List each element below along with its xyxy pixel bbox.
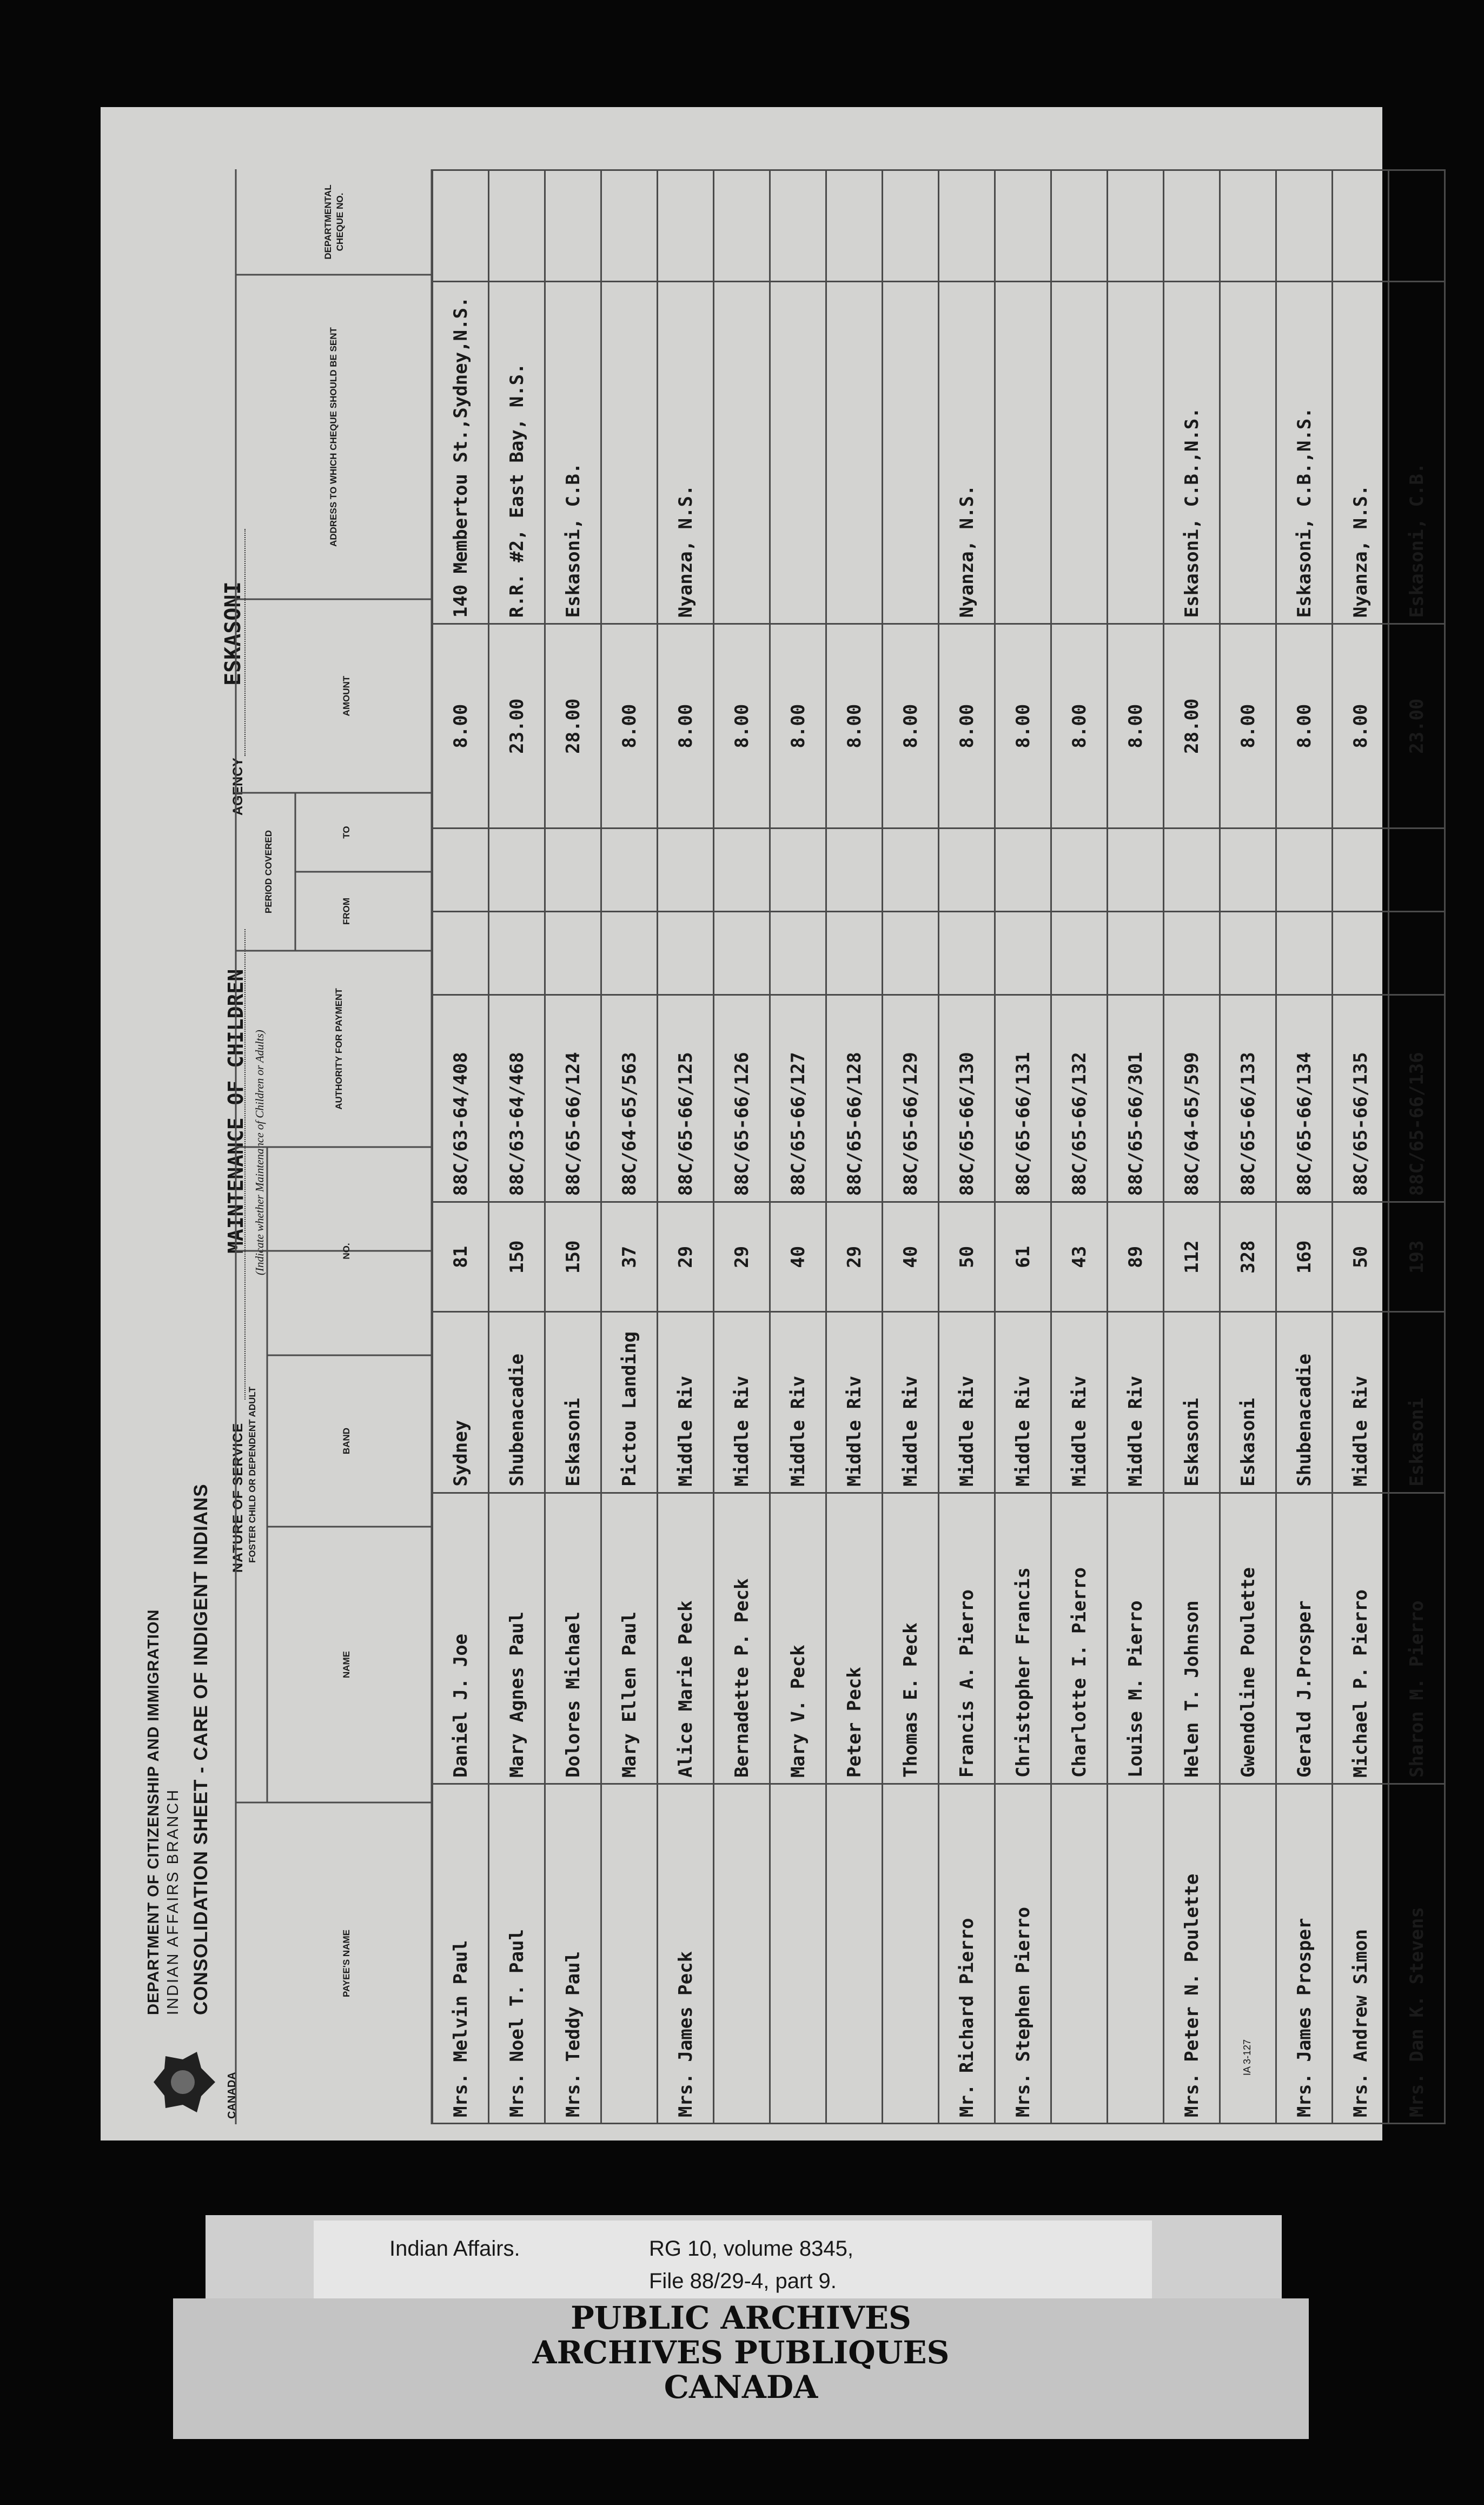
no-cell: 81 bbox=[433, 1202, 489, 1312]
band-cell: Eskasoni bbox=[1220, 1312, 1276, 1493]
table-row bbox=[883, 170, 939, 2124]
no-cell: 29 bbox=[658, 1202, 714, 1312]
cheque-cell bbox=[433, 170, 489, 282]
amount-cell: 8.00 bbox=[939, 624, 995, 829]
authority-cell: 88C/65-66/126 bbox=[714, 995, 770, 1202]
from-cell bbox=[1276, 912, 1333, 995]
amount-cell: 8.00 bbox=[1220, 624, 1276, 829]
payee-cell bbox=[601, 1784, 658, 2123]
archives-line-3: CANADA bbox=[664, 2369, 818, 2405]
payee-cell bbox=[1051, 1784, 1108, 2123]
name-cell: Louise M. Pierro bbox=[1108, 1493, 1164, 1784]
address-cell: Eskasoni, C.B. bbox=[545, 281, 601, 624]
to-cell bbox=[1220, 829, 1276, 912]
amount-cell: 23.00 bbox=[489, 624, 545, 829]
amount-cell: 8.00 bbox=[601, 624, 658, 829]
no-cell: 50 bbox=[1333, 1202, 1389, 1312]
authority-cell: 88C/63-64/408 bbox=[433, 995, 489, 1202]
from-cell bbox=[433, 912, 489, 995]
address-cell: 140 Membertou St.,Sydney,N.S. bbox=[433, 281, 489, 624]
amount-header: AMOUNT bbox=[341, 675, 352, 717]
address-cell bbox=[770, 281, 826, 624]
address-header: ADDRESS TO WHICH CHEQUE SHOULD BE SENT bbox=[328, 327, 339, 547]
no-header: NO. bbox=[341, 1243, 352, 1260]
band-cell: Middle Riv bbox=[770, 1312, 826, 1493]
amount-cell: 8.00 bbox=[995, 624, 1051, 829]
to-cell bbox=[1108, 829, 1164, 912]
no-cell: 37 bbox=[601, 1202, 658, 1312]
authority-cell: 88C/65-66/131 bbox=[995, 995, 1051, 1202]
cheque-cell bbox=[1220, 170, 1276, 282]
from-cell bbox=[826, 912, 883, 995]
name-cell: Mary Ellen Paul bbox=[601, 1493, 658, 1784]
table-row bbox=[1220, 170, 1276, 2124]
cheque-cell bbox=[995, 170, 1051, 282]
amount-cell: 8.00 bbox=[714, 624, 770, 829]
address-cell: R.R. #2, East Bay, N.S. bbox=[489, 281, 545, 624]
address-cell bbox=[995, 281, 1051, 624]
name-cell: Mary V. Peck bbox=[770, 1493, 826, 1784]
payee-cell bbox=[1220, 1784, 1276, 2123]
period-header: PERIOD COVERED bbox=[263, 830, 274, 913]
authority-cell: 88C/65-66/127 bbox=[770, 995, 826, 1202]
table-row bbox=[545, 170, 601, 2124]
table-row bbox=[489, 170, 545, 2124]
to-cell bbox=[770, 829, 826, 912]
payee-cell: Mrs. Dan K. Stevens bbox=[1389, 1784, 1445, 2123]
cheque-cell bbox=[1333, 170, 1389, 282]
address-cell: Nyanza, N.S. bbox=[1333, 281, 1389, 624]
cheque-cell bbox=[1051, 170, 1108, 282]
table-row bbox=[1051, 170, 1108, 2124]
name-cell: Helen T. Johnson bbox=[1164, 1493, 1220, 1784]
payee-cell: Mr. Richard Pierro bbox=[939, 1784, 995, 2123]
address-cell bbox=[601, 281, 658, 624]
no-cell: 29 bbox=[826, 1202, 883, 1312]
to-cell bbox=[939, 829, 995, 912]
table-row bbox=[1389, 170, 1445, 2124]
band-cell: Shubenacadie bbox=[1276, 1312, 1333, 1493]
form-sheet bbox=[101, 107, 1428, 2140]
no-cell: 328 bbox=[1220, 1202, 1276, 1312]
from-cell bbox=[658, 912, 714, 995]
authority-cell: 88C/65-66/130 bbox=[939, 995, 995, 1202]
payee-cell: Mrs. James Prosper bbox=[1276, 1784, 1333, 2123]
no-cell: 40 bbox=[770, 1202, 826, 1312]
amount-cell: 8.00 bbox=[883, 624, 939, 829]
table-row bbox=[995, 170, 1051, 2124]
table-row bbox=[714, 170, 770, 2124]
cheque-cell bbox=[883, 170, 939, 282]
to-cell bbox=[995, 829, 1051, 912]
band-cell: Middle Riv bbox=[1333, 1312, 1389, 1493]
address-cell bbox=[714, 281, 770, 624]
address-cell bbox=[1051, 281, 1108, 624]
table-row bbox=[1108, 170, 1164, 2124]
rotated-form bbox=[101, 107, 1428, 2140]
archives-line-2: ARCHIVES PUBLIQUES bbox=[532, 2334, 950, 2371]
band-cell: Eskasoni bbox=[1389, 1312, 1445, 1493]
no-cell: 150 bbox=[489, 1202, 545, 1312]
to-cell bbox=[658, 829, 714, 912]
sheet-title: CONSOLIDATION SHEET - CARE OF INDIGENT INDIANS bbox=[190, 1483, 211, 2015]
archives-line-1: PUBLIC ARCHIVES bbox=[571, 2299, 911, 2336]
name-cell: Mary Agnes Paul bbox=[489, 1493, 545, 1784]
no-cell: 89 bbox=[1108, 1202, 1164, 1312]
form-number: IA 3-127 bbox=[1242, 2039, 1253, 2076]
canada-label: CANADA bbox=[226, 2072, 238, 2119]
name-header: NAME bbox=[341, 1651, 352, 1679]
cheque-cell bbox=[601, 170, 658, 282]
address-cell bbox=[826, 281, 883, 624]
no-cell: 40 bbox=[883, 1202, 939, 1312]
authority-cell: 88C/65-66/135 bbox=[1333, 995, 1389, 1202]
foster-group-header: FOSTER CHILD OR DEPENDENT ADULT bbox=[247, 1387, 257, 1563]
band-cell: Middle Riv bbox=[658, 1312, 714, 1493]
from-cell bbox=[601, 912, 658, 995]
name-cell: Gwendoline Poulette bbox=[1220, 1493, 1276, 1784]
to-cell bbox=[1389, 829, 1445, 912]
amount-cell: 28.00 bbox=[1164, 624, 1220, 829]
from-cell bbox=[939, 912, 995, 995]
table-row bbox=[1164, 170, 1220, 2124]
cheque-cell bbox=[826, 170, 883, 282]
table-row bbox=[658, 170, 714, 2124]
to-cell bbox=[545, 829, 601, 912]
band-cell: Middle Riv bbox=[1108, 1312, 1164, 1493]
consolidation-table bbox=[432, 169, 1446, 2124]
name-cell: Francis A. Pierro bbox=[939, 1493, 995, 1784]
from-cell bbox=[1164, 912, 1220, 995]
band-cell: Eskasoni bbox=[1164, 1312, 1220, 1493]
no-cell: 193 bbox=[1389, 1202, 1445, 1312]
band-cell: Middle Riv bbox=[826, 1312, 883, 1493]
authority-cell: 88C/65-66/128 bbox=[826, 995, 883, 1202]
payee-cell bbox=[1108, 1784, 1164, 2123]
amount-cell: 8.00 bbox=[826, 624, 883, 829]
table-row bbox=[601, 170, 658, 2124]
archive-line-2: RG 10, volume 8345, bbox=[649, 2237, 853, 2261]
authority-cell: 88C/65-66/133 bbox=[1220, 995, 1276, 1202]
amount-cell: 8.00 bbox=[1051, 624, 1108, 829]
amount-cell: 8.00 bbox=[1108, 624, 1164, 829]
canada-crest-icon bbox=[149, 2044, 220, 2120]
band-cell: Middle Riv bbox=[1051, 1312, 1108, 1493]
to-cell bbox=[433, 829, 489, 912]
cheque-cell bbox=[658, 170, 714, 282]
address-cell: Nyanza, N.S. bbox=[658, 281, 714, 624]
authority-cell: 88C/65-66/134 bbox=[1276, 995, 1333, 1202]
authority-cell: 88C/65-66/129 bbox=[883, 995, 939, 1202]
name-cell: Gerald J.Prosper bbox=[1276, 1493, 1333, 1784]
nature-note: (Indicate whether Maintenance of Children or Adults) bbox=[253, 1030, 266, 1275]
payee-cell: Mrs. Teddy Paul bbox=[545, 1784, 601, 2123]
name-cell: Michael P. Pierro bbox=[1333, 1493, 1389, 1784]
agency-label: AGENCY bbox=[230, 758, 246, 816]
payee-header: PAYEE'S NAME bbox=[341, 1930, 352, 1997]
no-cell: 169 bbox=[1276, 1202, 1333, 1312]
from-cell bbox=[545, 912, 601, 995]
payee-cell bbox=[826, 1784, 883, 2123]
cheque-cell bbox=[770, 170, 826, 282]
authority-cell: 88C/63-64/468 bbox=[489, 995, 545, 1202]
address-cell bbox=[883, 281, 939, 624]
address-cell bbox=[1220, 281, 1276, 624]
payee-cell: Mrs. Andrew Simon bbox=[1333, 1784, 1389, 2123]
branch-name: INDIAN AFFAIRS BRANCH bbox=[164, 1788, 182, 2015]
band-cell: Middle Riv bbox=[714, 1312, 770, 1493]
amount-cell: 23.00 bbox=[1389, 624, 1445, 829]
payee-cell: Mrs. Peter N. Poulette bbox=[1164, 1784, 1220, 2123]
address-cell bbox=[1108, 281, 1164, 624]
from-cell bbox=[770, 912, 826, 995]
nature-of-service-value: MAINTENANCE OF CHILDREN bbox=[224, 969, 248, 1254]
payee-cell: Mrs. James Peck bbox=[658, 1784, 714, 2123]
to-cell bbox=[601, 829, 658, 912]
authority-cell: 88C/65-66/125 bbox=[658, 995, 714, 1202]
table-row bbox=[826, 170, 883, 2124]
agency-value: ESKASONI bbox=[221, 581, 246, 686]
archive-line-3: File 88/29-4, part 9. bbox=[649, 2269, 837, 2293]
amount-cell: 8.00 bbox=[658, 624, 714, 829]
to-cell bbox=[1051, 829, 1108, 912]
cheque-cell bbox=[1389, 170, 1445, 282]
cheque-cell bbox=[1164, 170, 1220, 282]
authority-cell: 88C/65-66/132 bbox=[1051, 995, 1108, 1202]
to-cell bbox=[1164, 829, 1220, 912]
payee-cell bbox=[770, 1784, 826, 2123]
from-cell bbox=[489, 912, 545, 995]
name-cell: Sharon M. Pierro bbox=[1389, 1493, 1445, 1784]
to-header: TO bbox=[341, 826, 352, 839]
cheque-cell bbox=[1108, 170, 1164, 282]
no-cell: 112 bbox=[1164, 1202, 1220, 1312]
name-cell: Alice Marie Peck bbox=[658, 1493, 714, 1784]
cheque-cell bbox=[545, 170, 601, 282]
to-cell bbox=[714, 829, 770, 912]
address-cell: Eskasoni, C.B.,N.S. bbox=[1164, 281, 1220, 624]
authority-cell: 88C/64-65/563 bbox=[601, 995, 658, 1202]
from-cell bbox=[883, 912, 939, 995]
to-cell bbox=[1276, 829, 1333, 912]
table-row bbox=[1333, 170, 1389, 2124]
band-cell: Shubenacadie bbox=[489, 1312, 545, 1493]
from-cell bbox=[714, 912, 770, 995]
cheque-cell bbox=[714, 170, 770, 282]
from-cell bbox=[1389, 912, 1445, 995]
band-cell: Middle Riv bbox=[995, 1312, 1051, 1493]
name-cell: Daniel J. Joe bbox=[433, 1493, 489, 1784]
no-cell: 61 bbox=[995, 1202, 1051, 1312]
band-cell: Sydney bbox=[433, 1312, 489, 1493]
name-cell: Bernadette P. Peck bbox=[714, 1493, 770, 1784]
table-row bbox=[433, 170, 489, 2124]
from-cell bbox=[1051, 912, 1108, 995]
band-cell: Middle Riv bbox=[939, 1312, 995, 1493]
table-row bbox=[1276, 170, 1333, 2124]
to-cell bbox=[489, 829, 545, 912]
cheque-cell bbox=[939, 170, 995, 282]
from-cell bbox=[1333, 912, 1389, 995]
address-cell: Nyanza, N.S. bbox=[939, 281, 995, 624]
cheque-cell bbox=[1276, 170, 1333, 282]
to-cell bbox=[826, 829, 883, 912]
nature-of-service-label: NATURE OF SERVICE bbox=[230, 1422, 246, 1573]
address-cell: Eskasoni, C.B. bbox=[1389, 281, 1445, 624]
band-header: BAND bbox=[341, 1427, 352, 1455]
payee-cell bbox=[714, 1784, 770, 2123]
name-cell: Thomas E. Peck bbox=[883, 1493, 939, 1784]
name-cell: Dolores Michael bbox=[545, 1493, 601, 1784]
public-archives-stamp bbox=[173, 2298, 1309, 2439]
table-row bbox=[770, 170, 826, 2124]
no-cell: 43 bbox=[1051, 1202, 1108, 1312]
to-cell bbox=[1333, 829, 1389, 912]
name-cell: Christopher Francis bbox=[995, 1493, 1051, 1784]
from-header: FROM bbox=[341, 897, 352, 925]
payee-cell bbox=[883, 1784, 939, 2123]
payee-cell: Mrs. Stephen Pierro bbox=[995, 1784, 1051, 2123]
authority-header: AUTHORITY FOR PAYMENT bbox=[334, 988, 344, 1110]
archive-line-1: Indian Affairs. bbox=[389, 2237, 520, 2261]
table-row bbox=[939, 170, 995, 2124]
amount-cell: 8.00 bbox=[1333, 624, 1389, 829]
authority-cell: 88C/65-66/301 bbox=[1108, 995, 1164, 1202]
department-name: DEPARTMENT OF CITIZENSHIP AND IMMIGRATION bbox=[145, 1609, 162, 2015]
from-cell bbox=[1108, 912, 1164, 995]
no-cell: 29 bbox=[714, 1202, 770, 1312]
payee-cell: Mrs. Melvin Paul bbox=[433, 1784, 489, 2123]
name-cell: Charlotte I. Pierro bbox=[1051, 1493, 1108, 1784]
no-cell: 150 bbox=[545, 1202, 601, 1312]
address-cell: Eskasoni, C.B.,N.S. bbox=[1276, 281, 1333, 624]
band-cell: Eskasoni bbox=[545, 1312, 601, 1493]
band-cell: Middle Riv bbox=[883, 1312, 939, 1493]
from-cell bbox=[995, 912, 1051, 995]
cheque-header: DEPARTMENTAL CHEQUE NO. bbox=[323, 184, 345, 260]
amount-cell: 28.00 bbox=[545, 624, 601, 829]
cheque-cell bbox=[489, 170, 545, 282]
amount-cell: 8.00 bbox=[770, 624, 826, 829]
name-cell: Peter Peck bbox=[826, 1493, 883, 1784]
authority-cell: 88C/65-66/124 bbox=[545, 995, 601, 1202]
amount-cell: 8.00 bbox=[1276, 624, 1333, 829]
band-cell: Pictou Landing bbox=[601, 1312, 658, 1493]
to-cell bbox=[883, 829, 939, 912]
amount-cell: 8.00 bbox=[433, 624, 489, 829]
no-cell: 50 bbox=[939, 1202, 995, 1312]
authority-cell: 88C/64-65/599 bbox=[1164, 995, 1220, 1202]
payee-cell: Mrs. Noel T. Paul bbox=[489, 1784, 545, 2123]
from-cell bbox=[1220, 912, 1276, 995]
authority-cell: 88C/65-66/136 bbox=[1389, 995, 1445, 1202]
